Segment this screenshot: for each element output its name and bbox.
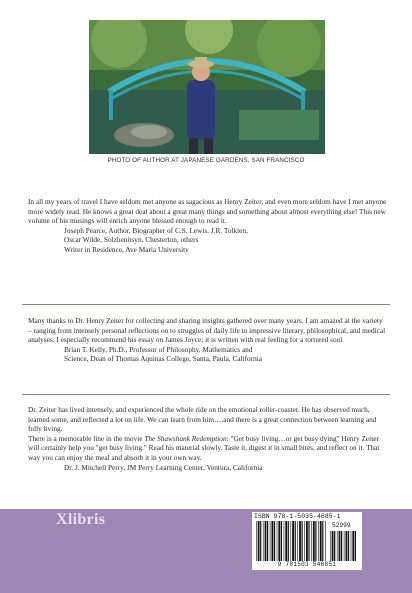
- attribution-line: Science, Dean of Thomas Aquinas College, Santa, Paula, California: [64, 354, 263, 364]
- attribution-line: Dr. J. Mitchell Perry, JM Perry Learning Center, Ventura, California: [64, 462, 263, 472]
- author-photo-image: [89, 20, 325, 154]
- divider: [22, 304, 390, 305]
- attribution-line: Joseph Pearce, Author, Biographer of C.S. Lewis, J.R. Tolkien,: [64, 225, 248, 235]
- testimonial-body-2: [28, 434, 388, 463]
- price-code: 52999: [332, 522, 351, 529]
- text-run: : "Get busy living…or get busy dying" Henry Zeiter will certainly help you "get busy living." Read his material slowly. Taste it, digest it in small bites, and reflect on it. That way you can enjoy the meal and absorb it in your own way.: [28, 433, 380, 462]
- attribution-line: Writer in Residence, Ave Maria University: [64, 244, 189, 254]
- divider: [22, 394, 390, 395]
- attribution-line: Oscar Wilde, Solzhenitsyn, Chesterton, others: [64, 235, 199, 245]
- attribution-line: Brian T. Kelly, Ph.D., Professor of Philosophy, Mathematics and: [64, 344, 253, 354]
- text-run: There is a memorable line in the movie: [28, 433, 145, 443]
- movie-title: The Shawshank Redemption: [144, 433, 227, 443]
- testimonial-body: Dr. Zeiter has lived intensely, and experienced the whole ride on the emotional roller-coaster. He has observed much, learned some, and reflected a lot on life. We can learn from him….and there is a great connection between learning and fully living.: [28, 405, 377, 434]
- testimonial-perry: [28, 405, 388, 472]
- xlibris-logo: Xlibris: [56, 511, 106, 528]
- barcode-number: 9 781503 546851: [277, 561, 337, 568]
- testimonial-body: In all my years of travel I have seldom met anyone as sagacious as Henry Zeiter, and even more seldom have I met anyone more widely read. He knows a great deal about a great many things and something about almost everything else! This new volume of his musings will enrich anyone blessed enough to read it.: [28, 197, 387, 226]
- ean-barcode: [256, 521, 326, 561]
- testimonial-kelly: [28, 316, 388, 364]
- testimonial-pearce: [28, 197, 388, 255]
- barcode: [252, 512, 362, 570]
- isbn-text: ISBN 978-1-5035-4685-1: [254, 513, 341, 520]
- author-photo: [89, 20, 325, 154]
- photo-caption: PHOTO OF AUTHOR AT JAPANESE GARDENS, SAN FRANCISCO: [107, 157, 305, 164]
- testimonial-body: Many thanks to Dr. Henry Zeiter for collecting and sharing insights gathered over many years. I am amazed at the variety – ranging from intensely personal reflections on to struggles of daily life to impressive literary, philosophical, and medical analyses. I especially recommend his essay on James Joyce; it is written with real feeling for a tortured soul: [28, 316, 386, 345]
- price-barcode: [330, 531, 358, 561]
